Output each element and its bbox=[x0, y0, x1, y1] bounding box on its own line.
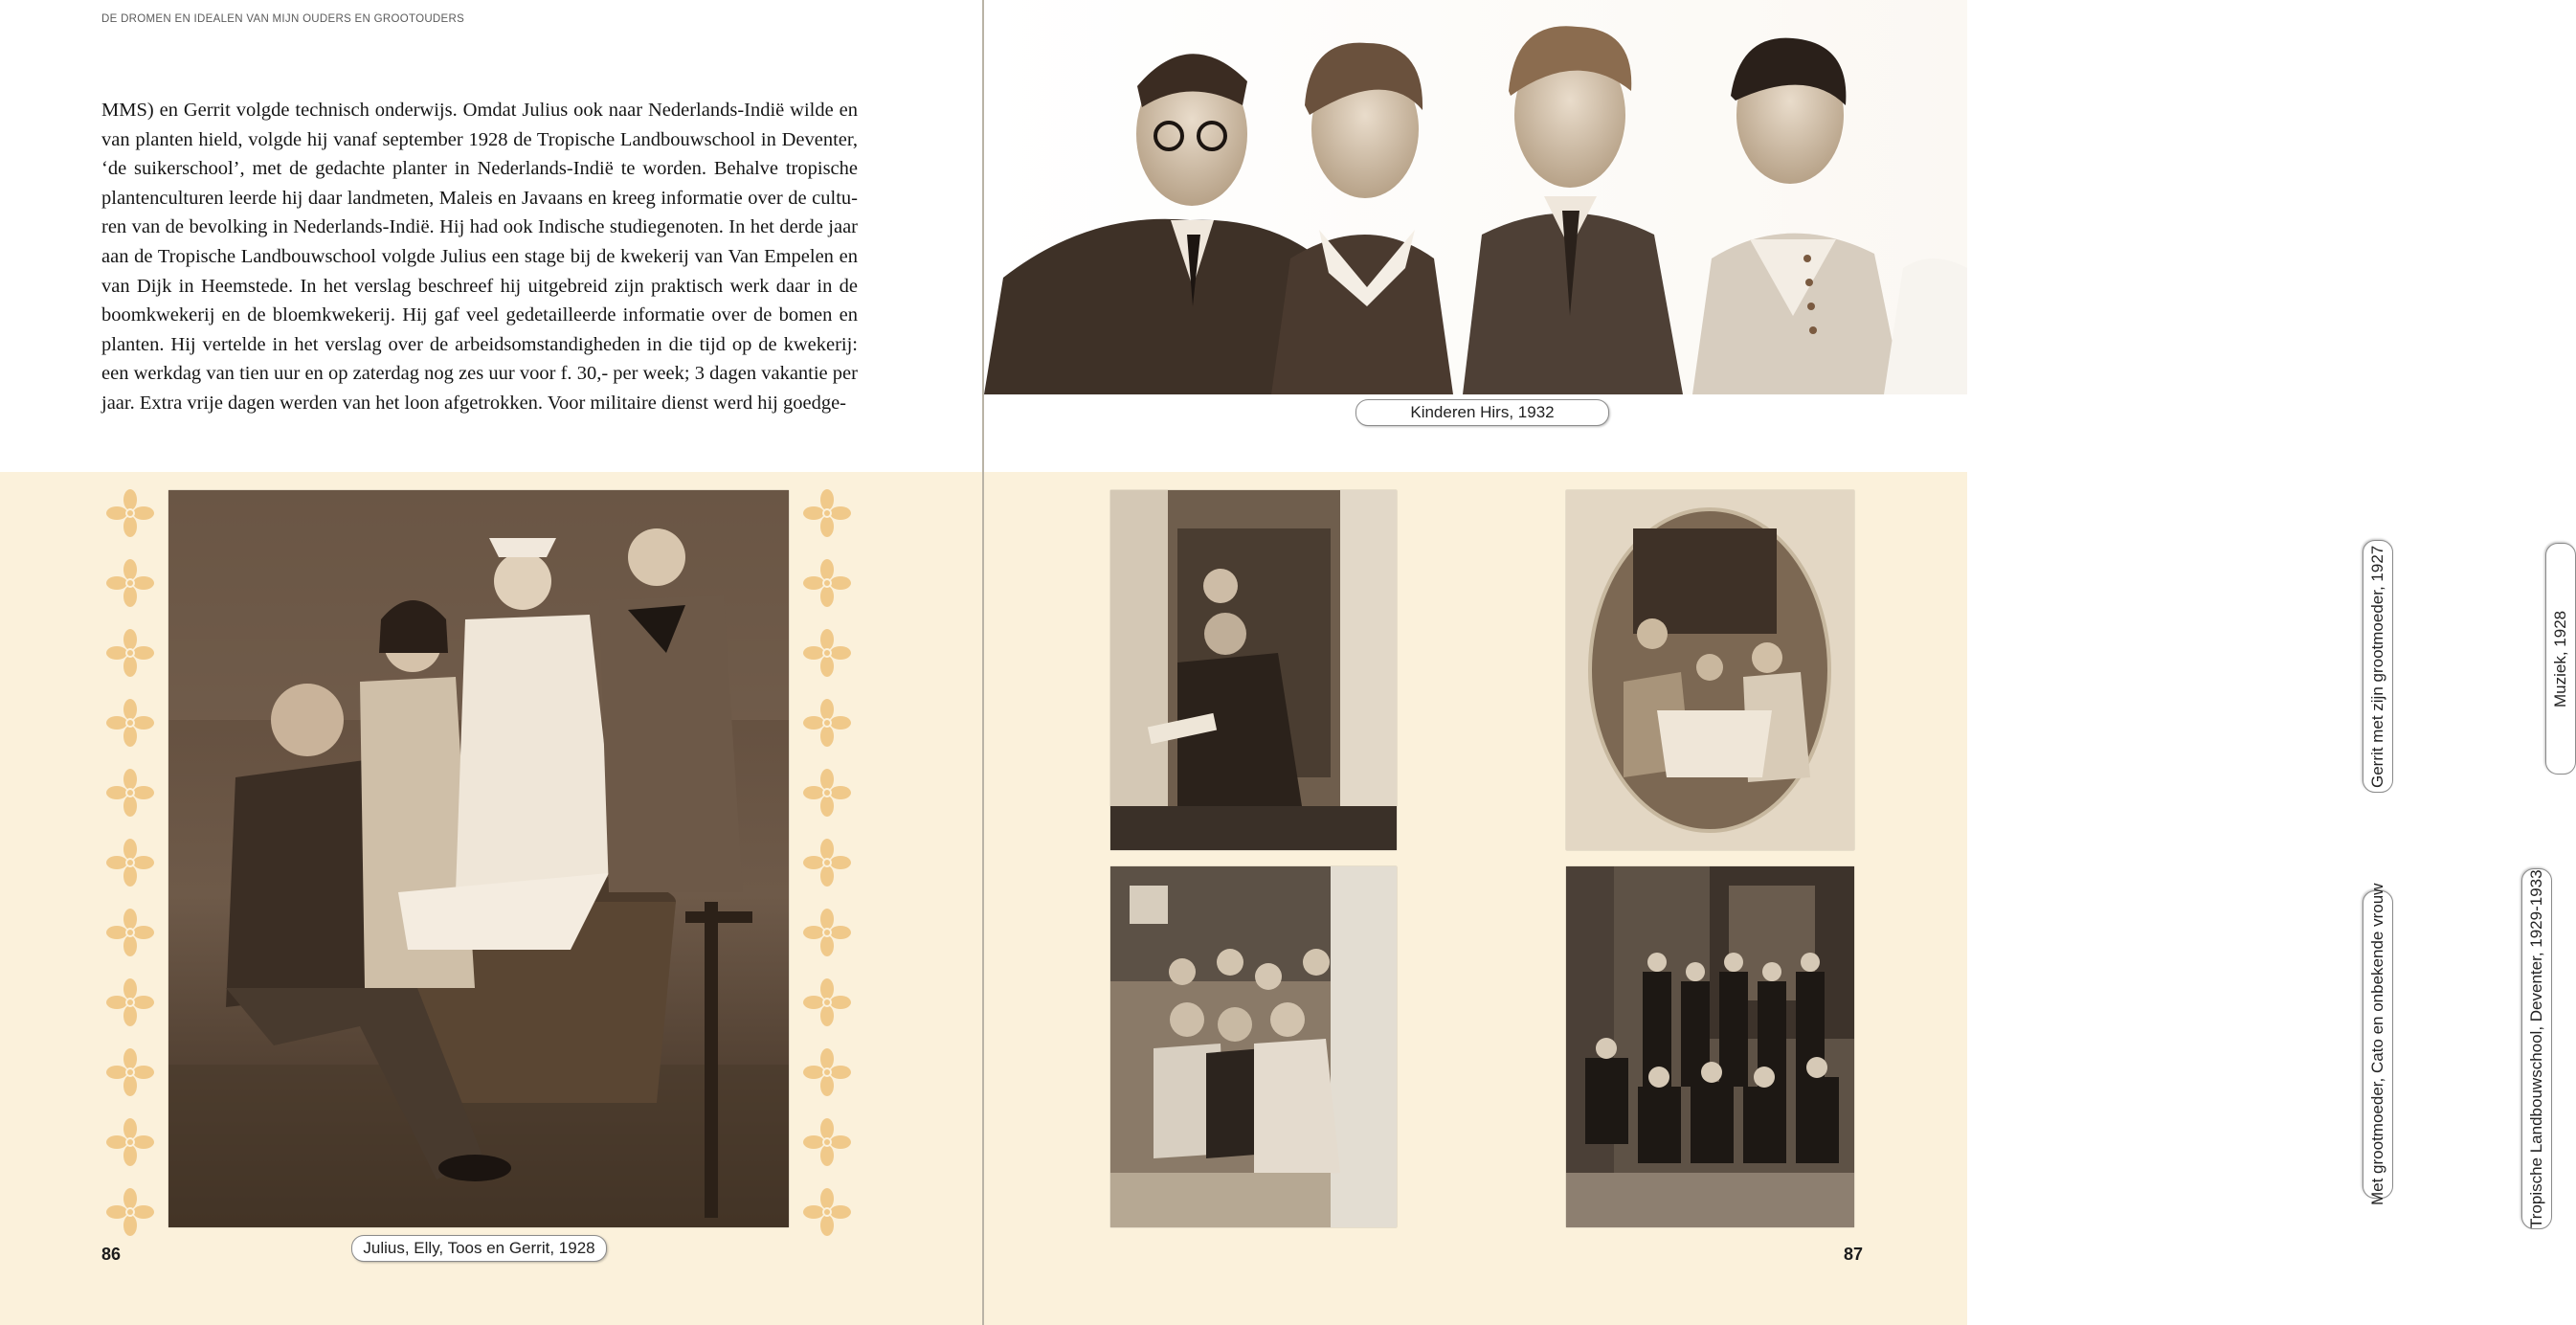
page-number-left: 86 bbox=[101, 1245, 122, 1264]
grootmoeder-cato-photo bbox=[1110, 866, 1397, 1227]
floral-ornament-icon bbox=[802, 1117, 852, 1167]
floral-ornament-icon bbox=[802, 628, 852, 678]
floral-ornament-icon bbox=[802, 977, 852, 1027]
floral-ornament-icon bbox=[105, 977, 155, 1027]
floral-ornament-icon bbox=[802, 558, 852, 608]
floral-ornament-icon bbox=[105, 488, 155, 538]
floral-ornament-icon bbox=[802, 1187, 852, 1237]
left-page bbox=[0, 0, 983, 1325]
floral-ornament-icon bbox=[802, 838, 852, 887]
caption-grootmoeder-cato: Met grootmoeder, Cato en onbekende vrouw bbox=[2363, 890, 2393, 1199]
floral-ornament-icon bbox=[105, 1187, 155, 1237]
caption-gerrit-grootmoeder: Gerrit met zijn grootmoeder, 1927 bbox=[2363, 540, 2393, 793]
running-head: DE DROMEN EN IDEALEN VAN MIJN OUDERS EN GROOTOUDERS bbox=[101, 13, 465, 25]
floral-ornament-icon bbox=[802, 908, 852, 957]
floral-ornament-icon bbox=[105, 628, 155, 678]
floral-ornament-icon bbox=[802, 1047, 852, 1097]
caption-portrait-1928: Julius, Elly, Toos en Gerrit, 1928 bbox=[351, 1235, 607, 1262]
body-text: MMS) en Gerrit volgde technisch onderwijs. Omdat Julius ook naar Nederlands-Indië wilde en van planten hield, volgde hij vanaf september 1928 de Tropische Landbouwschool in Deventer, ‘de suikerschool’, met de gedachte planter in Nederlands-Indië te worden. Behalve tropische plantenculturen leerde hij daar landmeten, Maleis en Javaans en kreeg informatie over de culturen van de bevolking in Nederlands-Indië. Hij had ook Indische studiegenoten. In het derde jaar aan de Tropische Landbouwschool volgde Julius een stage bij de kwekerij van Van Empelen en van Dijk in Heemstede. In het verslag beschreef hij uitgebreid zijn praktisch werk daar in de boomkwekerij en de bloemkwekerij. Hij gaf veel gedetailleerde informatie over de bomen en planten. Hij vertelde in het verslag over de arbeidsomstandigheden in die tijd op de kwekerij: een werkdag van tien uur en op zaterdag nog zes uur voor f. 30,- per week; 3 dagen vakantie per jaar. Extra vrije dagen werden van het loon afgetrokken. Voor militaire dienst werd hij goedge- bbox=[101, 100, 858, 414]
floral-ornament-icon bbox=[105, 1047, 155, 1097]
caption-landbouwschool: Tropische Landbouwschool, Deventer, 1929-1933 bbox=[2521, 868, 2552, 1229]
floral-ornament-icon bbox=[105, 768, 155, 818]
ornament-column-right bbox=[802, 488, 856, 1257]
floral-ornament-icon bbox=[105, 558, 155, 608]
kinderen-hirs-1932-photo bbox=[984, 0, 1967, 394]
floral-ornament-icon bbox=[802, 768, 852, 818]
right-page bbox=[984, 0, 2569, 1325]
floral-ornament-icon bbox=[105, 1117, 155, 1167]
muziek-1928-photo bbox=[1566, 490, 1854, 850]
floral-ornament-icon bbox=[802, 488, 852, 538]
ornament-column-left bbox=[105, 488, 159, 1257]
page-number-right: 87 bbox=[1844, 1245, 1864, 1264]
gerrit-grootmoeder-photo bbox=[1110, 490, 1397, 850]
landbouwschool-photo bbox=[1566, 866, 1854, 1227]
floral-ornament-icon bbox=[105, 698, 155, 748]
floral-ornament-icon bbox=[105, 838, 155, 887]
caption-kinderen-hirs: Kinderen Hirs, 1932 bbox=[1355, 399, 1609, 426]
floral-ornament-icon bbox=[105, 908, 155, 957]
family-portrait-1928-photo bbox=[168, 490, 789, 1227]
floral-ornament-icon bbox=[802, 698, 852, 748]
caption-muziek: Muziek, 1928 bbox=[2545, 543, 2576, 775]
